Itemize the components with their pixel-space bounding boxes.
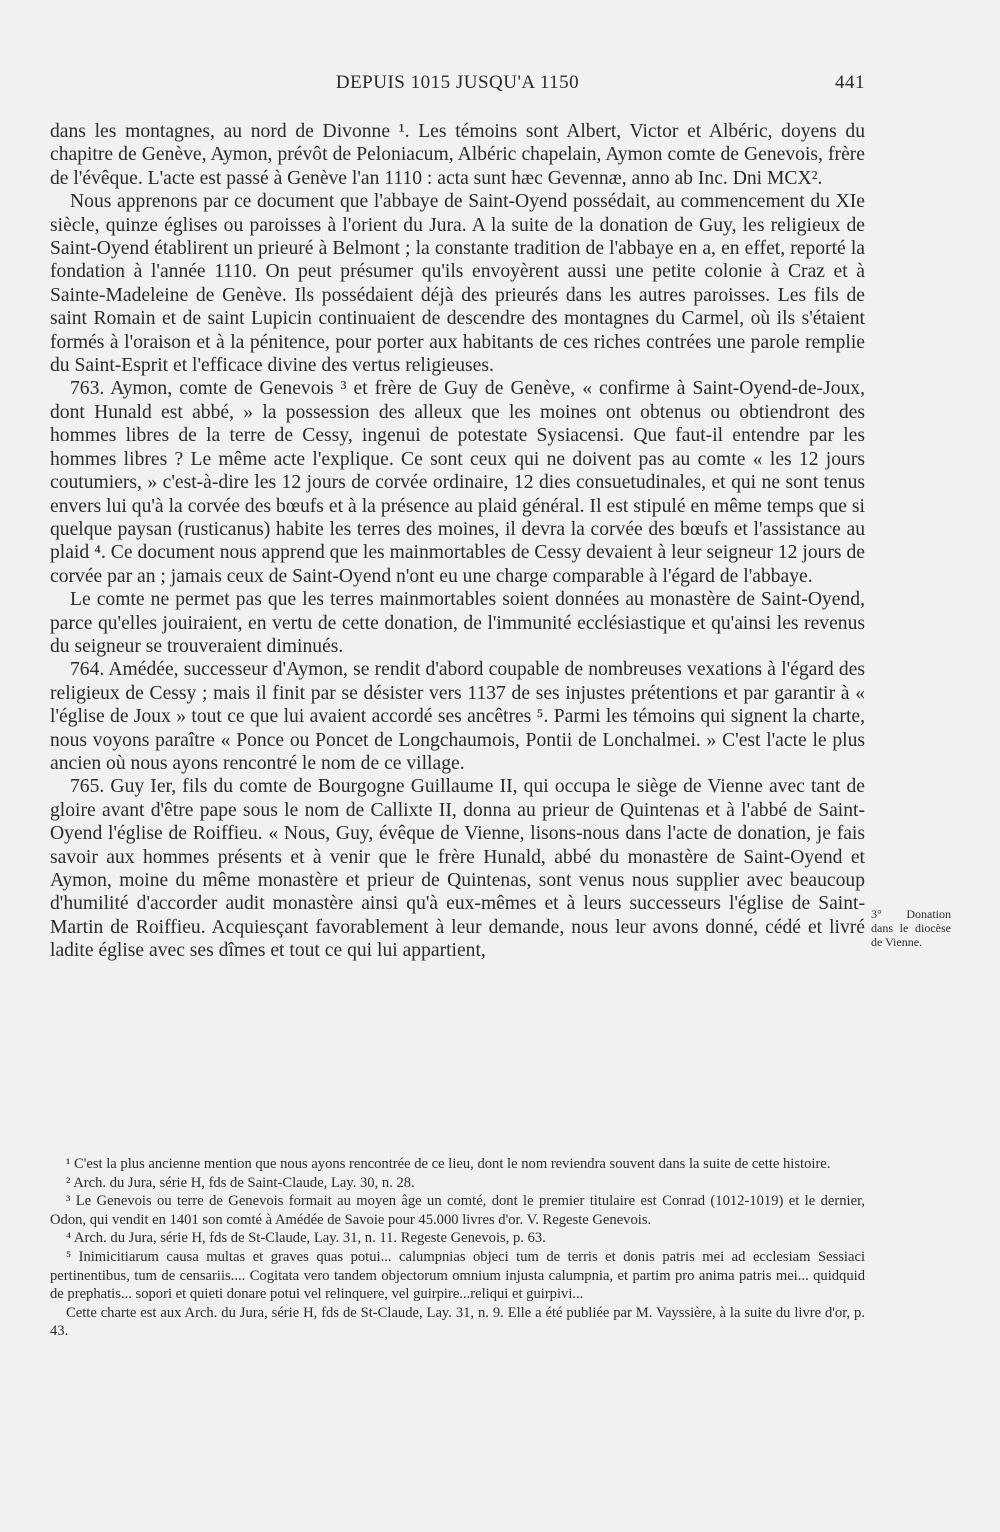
running-title: DEPUIS 1015 JUSQU'A 1150 xyxy=(335,72,580,93)
footnote: ⁴ Arch. du Jura, série H, fds de St-Claude, Lay. 31, n. 11. Regeste Genevois, p. 63. xyxy=(66,1230,546,1247)
footnote: ¹ C'est la plus ancienne mention que nous ayons rencontrée de ce lieu, dont le nom reviendra souvent dans la suite de cette histoire. xyxy=(66,1156,831,1172)
footnote: Cette charte est aux Arch. du Jura, série H, fds de St-Claude, Lay. 31, n. 9. Elle a été publiée par M. Vayssière, à la suite du livre d'or, p. 43. xyxy=(50,1304,865,1340)
page-number: 441 xyxy=(835,72,865,93)
margin-note: 3° Donation dans le diocèse de Vienne. xyxy=(871,907,951,949)
paragraph: 765. Guy Ier, fils du comte de Bourgogne Guillaume II, qui occupa le siège de Vienne avec tant de gloire avant d'être pape sous le nom de Callixte II, donna au prieur de Quintenas et à l'abbé de Saint-Oyend l'église de Roiffieu. « Nous, Guy, évêque de Vienne, lisons-nous dans l'acte de donation, je fais savoir aux hommes présents et à venir que le frère Hunald, abbé du monastère de Saint-Oyend et Aymon, moine du même monastère et prieur de Quintenas, sont venus nous supplier avec beaucoup d'humilité d'accorder audit monastère ainsi qu'à eux-mêmes et à leurs successeurs l'église de Saint-Martin de Roiffieu. Acquiesçant favorablement à leur demande, nous leur avons donné, cédé et livré ladite église avec ses dîmes et tout ce qui lui appartient, xyxy=(50,776,865,962)
page-header xyxy=(50,72,865,102)
footnote: ³ Le Genevois ou terre de Genevois formait au moyen âge un comté, dont le premier titulaire est Conrad (1012-1019) et le dernier, Odon, qui vendit en 1401 son comté à Amédée de Savoie pour 45.000 livres d'or. V. Regeste Genevois. xyxy=(50,1193,865,1228)
footnote: ² Arch. du Jura, série H, fds de Saint-Claude, Lay. 30, n. 28. xyxy=(66,1174,415,1191)
paragraph: 763. Aymon, comte de Genevois ³ et frère de Guy de Genève, « confirme à Saint-Oyend-de-Joux, dont Hunald est abbé, » la possession des alleux que les moines ont obtenus ou obtiendront des hommes libres de la terre de Cessy, ingenui de potestate Sysiacensi. Que faut-il entendre par les hommes libres ? Le même acte l'explique. Ce sont ceux qui ne doivent pas au comte « les 12 jours coutumiers, » c'est-à-dire les 12 jours de corvée ordinaire, 12 dies consuetudinales, et qui ne sont tenus envers lui qu'à la corvée des bœufs et à la présence au plaid général. Il est stipulé en même temps que si quelque paysan (rusticanus) habite les terres des moines, il devra la corvée des bœufs et l'assistance au plaid ⁴. Ce document nous apprend que les mainmortables de Cessy devaient à leur seigneur 12 jours de corvée par an ; jamais ceux de Saint-Oyend n'ont eu une charge comparable à l'égard de l'abbaye. xyxy=(50,378,865,587)
main-text xyxy=(50,120,865,963)
paragraph: Le comte ne permet pas que les terres mainmortables soient données au monastère de Saint-Oyend, parce qu'elles jouiraient, en vertu de cette donation, de l'immunité ecclésiastique et qu'ainsi les revenus du seigneur se trouveraient diminués. xyxy=(50,589,865,657)
footnotes xyxy=(50,1155,865,1341)
paragraph: 764. Amédée, successeur d'Aymon, se rendit d'abord coupable de nombreuses vexations à l'égard des religieux de Cessy ; mais il finit par se désister vers 1137 de ses injustes prétentions et par garantir à « l'église de Joux » tout ce que lui avaient accordé ses ancêtres ⁵. Parmi les témoins qui signent la charte, nous voyons paraître « Ponce ou Poncet de Longchaumois, Pontii de Lonchalmei. » C'est l'acte le plus ancien où nous ayons rencontré le nom de ce village. xyxy=(50,659,865,774)
paragraph: Nous apprenons par ce document que l'abbaye de Saint-Oyend possédait, au commencement du XIe siècle, quinze églises ou paroisses à l'orient du Jura. A la suite de la donation de Guy, les religieux de Saint-Oyend établirent un prieuré à Belmont ; la constante tradition de l'abbaye en a, en effet, reporté la fondation à l'année 1110. On peut présumer qu'ils envoyèrent aussi une petite colonie à Craz et à Sainte-Madeleine de Genève. Ils possédaient déjà des prieurés dans les autres paroisses. Les fils de saint Romain et de saint Lupicin continuaient de descendre des montagnes du Carmel, où ils s'étaient formés à l'oraison et à la pénitence, pour porter aux habitants de ces riches contrées une parole remplie du Saint-Esprit et l'efficace divine des vertus religieuses. xyxy=(50,191,865,377)
footnote: ⁵ Inimicitiarum causa multas et graves quas potui... calumpnias objeci tum de terris et donis patris mei ad ecclesiam Sessiaci pertinentibus, tum de censariis.... Cogitata vero tandem objectorum omnium injusta calumpnia, et partim pro anima patris mei... quidquid de prephatis... sopori et quieti donare potui vel relinquere, vel guirpire...reliqui et guirpivi... xyxy=(50,1248,865,1303)
paragraph: dans les montagnes, au nord de Divonne ¹. Les témoins sont Albert, Victor et Albéric, doyens du chapitre de Genève, Aymon, prévôt de Peloniacum, Albéric chapelain, Aymon comte de Genevois, frère de l'évêque. L'acte est passé à Genève l'an 1110 : acta sunt hæc Gevennæ, anno ab Inc. Dni MCX². xyxy=(50,121,865,189)
